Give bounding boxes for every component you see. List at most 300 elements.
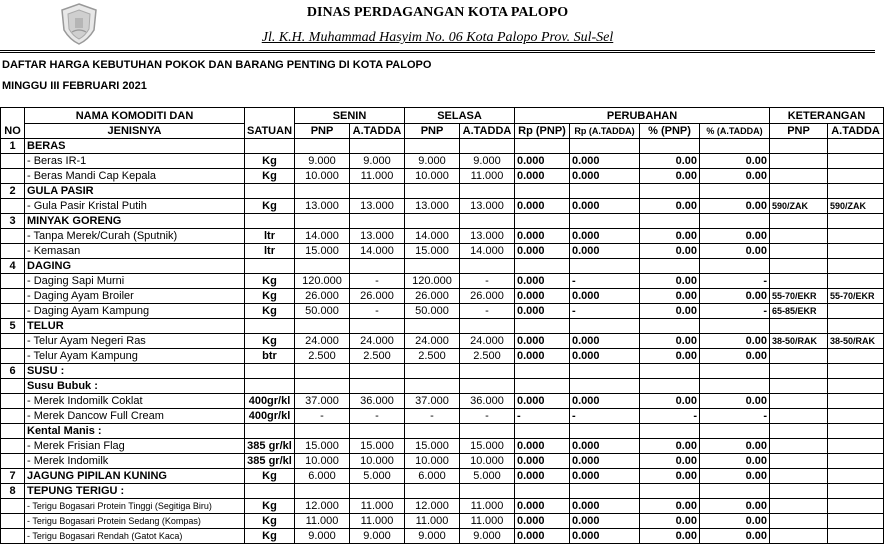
row-ket-atadda	[828, 184, 884, 199]
row-senin-pnp	[295, 259, 350, 274]
row-pct-pnp	[640, 424, 700, 439]
row-rp-pnp	[515, 319, 570, 334]
row-name: JAGUNG PIPILAN KUNING	[25, 469, 245, 484]
row-selasa-pnp: 15.000	[405, 244, 460, 259]
row-ket-atadda	[828, 424, 884, 439]
row-rp-atadda: 0.000	[570, 529, 640, 544]
row-rp-pnp: 0.000	[515, 154, 570, 169]
row-rp-atadda	[570, 259, 640, 274]
row-pct-pnp: 0.00	[640, 394, 700, 409]
col-senin-pnp: PNP	[295, 123, 350, 139]
row-no	[1, 229, 25, 244]
row-ket-pnp	[770, 244, 828, 259]
row-rp-atadda: 0.000	[570, 199, 640, 214]
row-name: - Tanpa Merek/Curah (Sputnik)	[25, 229, 245, 244]
row-ket-pnp	[770, 379, 828, 394]
row-selasa-pnp	[405, 184, 460, 199]
row-rp-atadda	[570, 139, 640, 154]
row-unit	[245, 259, 295, 274]
row-no: 2	[1, 184, 25, 199]
row-ket-pnp	[770, 259, 828, 274]
row-no	[1, 439, 25, 454]
row-rp-atadda: -	[570, 304, 640, 319]
row-unit	[245, 139, 295, 154]
row-name: - Merek Dancow Full Cream	[25, 409, 245, 424]
col-ket-pnp: PNP	[770, 123, 828, 139]
row-ket-pnp	[770, 169, 828, 184]
row-name: TELUR	[25, 319, 245, 334]
row-selasa-pnp: 6.000	[405, 469, 460, 484]
row-name: - Telur Ayam Kampung	[25, 349, 245, 364]
row-selasa-pnp: 50.000	[405, 304, 460, 319]
row-rp-pnp	[515, 259, 570, 274]
row-senin-pnp: 24.000	[295, 334, 350, 349]
row-ket-atadda	[828, 394, 884, 409]
row-senin-pnp	[295, 484, 350, 499]
row-rp-pnp	[515, 139, 570, 154]
row-ket-pnp	[770, 139, 828, 154]
row-unit	[245, 424, 295, 439]
row-senin-pnp: 26.000	[295, 289, 350, 304]
row-senin-atadda	[350, 259, 405, 274]
row-ket-atadda	[828, 304, 884, 319]
row-ket-atadda	[828, 484, 884, 499]
header-row-2	[1, 123, 884, 139]
row-pct-pnp	[640, 214, 700, 229]
row-name: DAGING	[25, 259, 245, 274]
row-pct-atadda	[700, 379, 770, 394]
row-unit: Kg	[245, 469, 295, 484]
row-senin-pnp: 15.000	[295, 439, 350, 454]
row-rp-pnp: 0.000	[515, 514, 570, 529]
row-pct-atadda: 0.00	[700, 454, 770, 469]
table-row	[1, 139, 884, 154]
row-pct-atadda: 0.00	[700, 229, 770, 244]
table-row	[1, 214, 884, 229]
table-row	[1, 409, 884, 424]
col-ket-atadda: A.TADDA	[828, 123, 884, 139]
row-rp-pnp	[515, 214, 570, 229]
row-unit	[245, 184, 295, 199]
row-selasa-atadda	[460, 184, 515, 199]
row-selasa-pnp: -	[405, 409, 460, 424]
row-senin-pnp	[295, 424, 350, 439]
row-senin-pnp: 11.000	[295, 514, 350, 529]
row-rp-atadda: 0.000	[570, 289, 640, 304]
row-name: - Merek Indomilk Coklat	[25, 394, 245, 409]
row-pct-pnp: 0.00	[640, 244, 700, 259]
row-senin-atadda: 5.000	[350, 469, 405, 484]
letterhead	[0, 0, 875, 55]
row-ket-pnp: 38-50/RAK	[770, 334, 828, 349]
row-pct-atadda	[700, 424, 770, 439]
row-selasa-pnp: 13.000	[405, 199, 460, 214]
row-senin-atadda: 26.000	[350, 289, 405, 304]
row-senin-atadda: -	[350, 409, 405, 424]
row-rp-atadda	[570, 319, 640, 334]
row-ket-atadda: 55-70/EKR	[828, 289, 884, 304]
row-rp-pnp	[515, 424, 570, 439]
row-senin-pnp: 9.000	[295, 154, 350, 169]
row-pct-pnp	[640, 259, 700, 274]
row-pct-atadda	[700, 214, 770, 229]
table-row	[1, 514, 884, 529]
row-pct-atadda	[700, 139, 770, 154]
row-ket-pnp	[770, 499, 828, 514]
row-ket-pnp	[770, 424, 828, 439]
row-ket-atadda	[828, 469, 884, 484]
row-rp-pnp: 0.000	[515, 529, 570, 544]
row-no	[1, 289, 25, 304]
row-pct-atadda	[700, 259, 770, 274]
row-name: Kental Manis :	[25, 424, 245, 439]
row-ket-atadda	[828, 439, 884, 454]
row-ket-atadda	[828, 139, 884, 154]
row-selasa-atadda	[460, 424, 515, 439]
row-pct-pnp: 0.00	[640, 529, 700, 544]
row-selasa-atadda	[460, 259, 515, 274]
row-rp-atadda: 0.000	[570, 469, 640, 484]
row-no	[1, 514, 25, 529]
row-name: - Kemasan	[25, 244, 245, 259]
row-pct-atadda: 0.00	[700, 469, 770, 484]
row-rp-pnp: 0.000	[515, 199, 570, 214]
row-unit	[245, 319, 295, 334]
row-name: - Terigu Bogasari Protein Sedang (Kompas)	[25, 514, 245, 529]
row-no	[1, 499, 25, 514]
row-pct-pnp: 0.00	[640, 199, 700, 214]
row-selasa-pnp: 10.000	[405, 454, 460, 469]
row-selasa-pnp: 9.000	[405, 154, 460, 169]
row-ket-atadda: 38-50/RAK	[828, 334, 884, 349]
col-pct-atadda: % (A.TADDA)	[700, 123, 770, 139]
row-ket-atadda	[828, 274, 884, 289]
row-rp-atadda	[570, 364, 640, 379]
col-commodity-2: JENISNYA	[25, 123, 245, 139]
row-selasa-atadda	[460, 139, 515, 154]
table-row	[1, 439, 884, 454]
row-ket-pnp	[770, 229, 828, 244]
row-rp-pnp: 0.000	[515, 334, 570, 349]
row-unit: Kg	[245, 169, 295, 184]
row-pct-pnp	[640, 379, 700, 394]
row-senin-pnp: 10.000	[295, 169, 350, 184]
row-rp-pnp: 0.000	[515, 289, 570, 304]
row-pct-atadda: 0.00	[700, 199, 770, 214]
row-senin-atadda	[350, 364, 405, 379]
row-selasa-pnp: 11.000	[405, 514, 460, 529]
row-ket-pnp	[770, 154, 828, 169]
row-selasa-atadda: 13.000	[460, 199, 515, 214]
row-pct-pnp	[640, 319, 700, 334]
row-senin-atadda	[350, 484, 405, 499]
row-no	[1, 334, 25, 349]
row-rp-pnp: 0.000	[515, 499, 570, 514]
col-senin: SENIN	[295, 108, 405, 124]
row-no	[1, 154, 25, 169]
row-pct-atadda: 0.00	[700, 394, 770, 409]
table-row	[1, 184, 884, 199]
row-rp-atadda: 0.000	[570, 334, 640, 349]
row-pct-atadda	[700, 484, 770, 499]
row-name: - Terigu Bogasari Rendah (Gatot Kaca)	[25, 529, 245, 544]
row-selasa-atadda: 11.000	[460, 514, 515, 529]
row-no	[1, 394, 25, 409]
row-senin-atadda	[350, 424, 405, 439]
row-pct-atadda	[700, 319, 770, 334]
row-selasa-atadda	[460, 364, 515, 379]
table-row	[1, 244, 884, 259]
row-name: - Merek Frisian Flag	[25, 439, 245, 454]
row-pct-atadda: 0.00	[700, 514, 770, 529]
row-rp-atadda	[570, 484, 640, 499]
row-senin-atadda	[350, 214, 405, 229]
table-row	[1, 319, 884, 334]
row-pct-atadda: 0.00	[700, 244, 770, 259]
table-row	[1, 364, 884, 379]
row-no	[1, 529, 25, 544]
row-selasa-pnp: 14.000	[405, 229, 460, 244]
row-no	[1, 199, 25, 214]
row-ket-pnp	[770, 184, 828, 199]
row-unit: Kg	[245, 529, 295, 544]
row-no	[1, 349, 25, 364]
row-selasa-pnp: 26.000	[405, 289, 460, 304]
row-no: 6	[1, 364, 25, 379]
row-selasa-atadda: -	[460, 274, 515, 289]
row-rp-atadda	[570, 214, 640, 229]
row-rp-atadda: 0.000	[570, 454, 640, 469]
row-pct-atadda: 0.00	[700, 529, 770, 544]
row-selasa-pnp	[405, 319, 460, 334]
row-unit: ltr	[245, 229, 295, 244]
col-no: NO	[1, 108, 25, 139]
row-senin-atadda: 2.500	[350, 349, 405, 364]
header-row-1	[1, 108, 884, 124]
row-rp-atadda	[570, 184, 640, 199]
row-senin-pnp: 10.000	[295, 454, 350, 469]
row-rp-atadda: 0.000	[570, 499, 640, 514]
row-rp-atadda: 0.000	[570, 439, 640, 454]
row-unit: Kg	[245, 304, 295, 319]
row-name: SUSU :	[25, 364, 245, 379]
table-row	[1, 349, 884, 364]
row-senin-atadda: 11.000	[350, 499, 405, 514]
row-ket-pnp	[770, 454, 828, 469]
row-no: 1	[1, 139, 25, 154]
row-senin-atadda	[350, 319, 405, 334]
row-senin-pnp: 12.000	[295, 499, 350, 514]
row-name: MINYAK GORENG	[25, 214, 245, 229]
row-rp-atadda: 0.000	[570, 154, 640, 169]
row-name: - Terigu Bogasari Protein Tinggi (Segitiga Biru)	[25, 499, 245, 514]
row-selasa-atadda: 11.000	[460, 169, 515, 184]
row-unit: Kg	[245, 289, 295, 304]
row-pct-atadda: 0.00	[700, 349, 770, 364]
table-row	[1, 454, 884, 469]
row-selasa-pnp	[405, 139, 460, 154]
row-pct-pnp	[640, 484, 700, 499]
row-selasa-atadda: 36.000	[460, 394, 515, 409]
row-selasa-atadda: 11.000	[460, 499, 515, 514]
row-selasa-atadda: 10.000	[460, 454, 515, 469]
row-rp-pnp	[515, 484, 570, 499]
row-pct-pnp: -	[640, 409, 700, 424]
row-senin-atadda: 11.000	[350, 514, 405, 529]
table-row	[1, 154, 884, 169]
row-pct-atadda: -	[700, 274, 770, 289]
row-ket-atadda	[828, 514, 884, 529]
table-row	[1, 499, 884, 514]
table-row	[1, 424, 884, 439]
row-selasa-pnp	[405, 379, 460, 394]
row-selasa-atadda: 24.000	[460, 334, 515, 349]
row-unit: 400gr/kl	[245, 409, 295, 424]
row-name: - Gula Pasir Kristal Putih	[25, 199, 245, 214]
row-no: 7	[1, 469, 25, 484]
row-ket-atadda	[828, 529, 884, 544]
row-rp-atadda: 0.000	[570, 244, 640, 259]
row-rp-atadda: 0.000	[570, 349, 640, 364]
row-selasa-atadda: -	[460, 304, 515, 319]
row-senin-atadda: 36.000	[350, 394, 405, 409]
row-ket-atadda	[828, 409, 884, 424]
row-unit: Kg	[245, 514, 295, 529]
row-ket-pnp	[770, 469, 828, 484]
row-ket-pnp	[770, 439, 828, 454]
row-pct-pnp: 0.00	[640, 514, 700, 529]
row-selasa-pnp: 10.000	[405, 169, 460, 184]
row-name: TEPUNG TERIGU :	[25, 484, 245, 499]
row-senin-atadda: 13.000	[350, 199, 405, 214]
row-selasa-atadda: 15.000	[460, 439, 515, 454]
row-no	[1, 454, 25, 469]
row-selasa-atadda: 26.000	[460, 289, 515, 304]
row-pct-atadda: 0.00	[700, 169, 770, 184]
row-ket-atadda	[828, 154, 884, 169]
row-no	[1, 409, 25, 424]
row-selasa-atadda	[460, 319, 515, 334]
table-row	[1, 304, 884, 319]
row-senin-pnp: 50.000	[295, 304, 350, 319]
row-ket-pnp	[770, 349, 828, 364]
row-senin-pnp: 2.500	[295, 349, 350, 364]
row-rp-pnp: 0.000	[515, 469, 570, 484]
row-ket-atadda	[828, 454, 884, 469]
header-divider-2	[0, 52, 875, 53]
row-unit: 385 gr/kl	[245, 454, 295, 469]
row-pct-pnp: 0.00	[640, 349, 700, 364]
col-unit: SATUAN	[245, 108, 295, 139]
row-rp-pnp: 0.000	[515, 454, 570, 469]
row-selasa-pnp: 37.000	[405, 394, 460, 409]
row-senin-atadda: 24.000	[350, 334, 405, 349]
row-no: 4	[1, 259, 25, 274]
row-ket-atadda	[828, 364, 884, 379]
table-row	[1, 379, 884, 394]
row-senin-atadda: -	[350, 304, 405, 319]
row-pct-pnp: 0.00	[640, 274, 700, 289]
row-ket-atadda	[828, 319, 884, 334]
row-pct-atadda: 0.00	[700, 439, 770, 454]
row-unit: Kg	[245, 334, 295, 349]
col-commodity-1: NAMA KOMODITI DAN	[25, 108, 245, 124]
row-selasa-pnp: 15.000	[405, 439, 460, 454]
table-row	[1, 289, 884, 304]
row-no	[1, 304, 25, 319]
row-ket-pnp: 55-70/EKR	[770, 289, 828, 304]
row-no	[1, 274, 25, 289]
row-unit	[245, 214, 295, 229]
row-senin-atadda	[350, 184, 405, 199]
row-rp-pnp	[515, 184, 570, 199]
row-unit: 400gr/kl	[245, 394, 295, 409]
row-senin-atadda	[350, 379, 405, 394]
row-pct-pnp: 0.00	[640, 439, 700, 454]
table-body	[1, 139, 884, 544]
row-pct-atadda	[700, 364, 770, 379]
row-ket-pnp	[770, 214, 828, 229]
row-pct-atadda: -	[700, 409, 770, 424]
row-rp-pnp: 0.000	[515, 244, 570, 259]
row-unit	[245, 484, 295, 499]
row-unit: 385 gr/kl	[245, 439, 295, 454]
row-no: 8	[1, 484, 25, 499]
row-rp-atadda: 0.000	[570, 169, 640, 184]
row-selasa-pnp	[405, 484, 460, 499]
report-period: MINGGU III FEBRUARI 2021	[2, 80, 147, 92]
row-senin-pnp: -	[295, 409, 350, 424]
row-rp-pnp: 0.000	[515, 394, 570, 409]
row-rp-pnp: 0.000	[515, 169, 570, 184]
row-no: 5	[1, 319, 25, 334]
row-selasa-atadda: -	[460, 409, 515, 424]
row-selasa-atadda: 14.000	[460, 244, 515, 259]
row-senin-atadda: 11.000	[350, 169, 405, 184]
row-senin-atadda: 13.000	[350, 229, 405, 244]
row-rp-atadda	[570, 379, 640, 394]
row-name: - Daging Ayam Broiler	[25, 289, 245, 304]
row-ket-pnp	[770, 409, 828, 424]
col-rp-atadda: Rp (A.TADDA)	[570, 123, 640, 139]
report-title: DAFTAR HARGA KEBUTUHAN POKOK DAN BARANG PENTING DI KOTA PALOPO	[2, 59, 432, 71]
table-row	[1, 394, 884, 409]
row-pct-pnp: 0.00	[640, 454, 700, 469]
row-rp-atadda: 0.000	[570, 229, 640, 244]
row-selasa-pnp: 9.000	[405, 529, 460, 544]
row-pct-atadda: -	[700, 304, 770, 319]
row-pct-pnp: 0.00	[640, 289, 700, 304]
row-selasa-atadda	[460, 214, 515, 229]
row-ket-pnp	[770, 274, 828, 289]
row-unit: Kg	[245, 499, 295, 514]
row-ket-atadda	[828, 214, 884, 229]
row-senin-pnp: 37.000	[295, 394, 350, 409]
row-pct-pnp: 0.00	[640, 169, 700, 184]
table-row	[1, 529, 884, 544]
table-row	[1, 274, 884, 289]
row-senin-pnp: 120.000	[295, 274, 350, 289]
row-ket-atadda	[828, 169, 884, 184]
table-row	[1, 469, 884, 484]
row-ket-pnp	[770, 484, 828, 499]
col-senin-atadda: A.TADDA	[350, 123, 405, 139]
row-senin-pnp	[295, 364, 350, 379]
row-rp-pnp: 0.000	[515, 349, 570, 364]
row-unit	[245, 379, 295, 394]
row-name: GULA PASIR	[25, 184, 245, 199]
row-selasa-pnp: 120.000	[405, 274, 460, 289]
